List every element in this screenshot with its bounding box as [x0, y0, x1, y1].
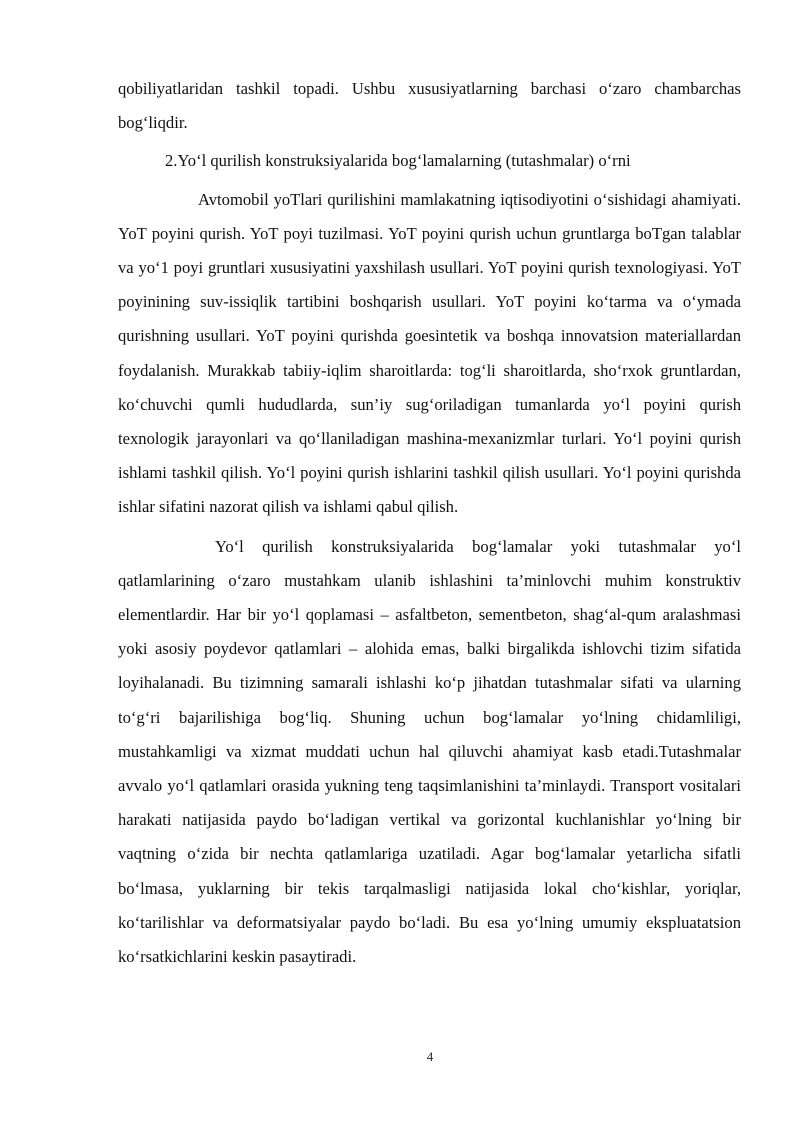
- paragraph-topics: Avtomobil yoTlari qurilishini mamlakatning iqtisodiyotini o‘sishidagi ahamiyati. YoT poyini qurish. YoT poyi tuzilmasi. YoT poyini qurish uchun gruntlarga boTgan talablar va yo‘1 poyi gruntlari xususiyatini yaxshilash usullari. YoT poyini qurish texnologiyasi. YoT poyinining suv-issiqlik tartibini boshqarish usullari. YoT poyini ko‘tarma va o‘ymada qurishning usullari. YoT poyini qurishda goesintetik va boshqa innovatsion materiallardan foydalanish. Murakkab tabiiy-iqlim sharoitlarda: tog‘li sharoitlarda, sho‘rxok gruntlardan, ko‘chuvchi qumli hududlarda, sun’iy sug‘oriladigan tumanlarda yo‘l poyini qurish texnologik jarayonlari va qo‘llaniladigan mashina-mexanizmlar turlari. Yo‘l poyini qurish ishlami tashkil qilish. Yo‘l poyini qurish ishlarini tashkil qilish usullari. Yo‘l poyini qurishda ishlar sifatini nazorat qilish va ishlami qabul qilish.: [118, 189, 741, 517]
- section-heading: 2.Yo‘l qurilish konstruksiyalarida bog‘lamalarning (tutashmalar) o‘rni: [165, 151, 631, 171]
- paragraph-main: Yo‘l qurilish konstruksiyalarida bog‘lamalar yoki tutashmalar yo‘l qatlamlarining o‘zaro mustahkam ulanib ishlashini ta’minlovchi muhim konstruktiv elementlardir. Har bir yo‘l qoplamasi – asfaltbeton, sementbeton, shag‘al-qum aralashmasi yoki asosiy poydevor qatlamlari – alohida emas, balki birgalikda ishlovchi tizim sifatida loyihalanadi. Bu tizimning samarali ishlashi ko‘p jihatdan tutashmalar sifati va ularning to‘g‘ri bajarilishiga bog‘liq. Shuning uchun bog‘lamalar yo‘lning chidamliligi, mustahkamligi va xizmat muddati uchun hal qiluvchi ahamiyat kasb etadi.Tutashmalar avvalo yo‘l qatlamlari orasida yukning teng taqsimlanishini ta’minlaydi. Transport vositalari harakati natijasida paydo bo‘ladigan vertikal va gorizontal kuchlanishlar yo‘lning bir vaqtning o‘zida bir nechta qatlamlariga uzatiladi. Agar bog‘lamalar yetarlicha sifatli bo‘lmasa, yuklarning bir tekis tarqalmasligi natijasida lokal cho‘kishlar, yoriqlar, ko‘tarilishlar va deformatsiyalar paydo bo‘ladi. Bu esa yo‘lning umumiy ekspluatatsion ko‘rsatkichlarini keskin pasaytiradi.: [118, 536, 741, 967]
- page-number: 4: [426, 1049, 434, 1064]
- document-page: [118, 72, 741, 974]
- paragraph-continuation: qobiliyatlaridan tashkil topadi. Ushbu xususiyatlarning barchasi o‘zaro chambarchas bog‘liqdir.: [118, 79, 741, 133]
